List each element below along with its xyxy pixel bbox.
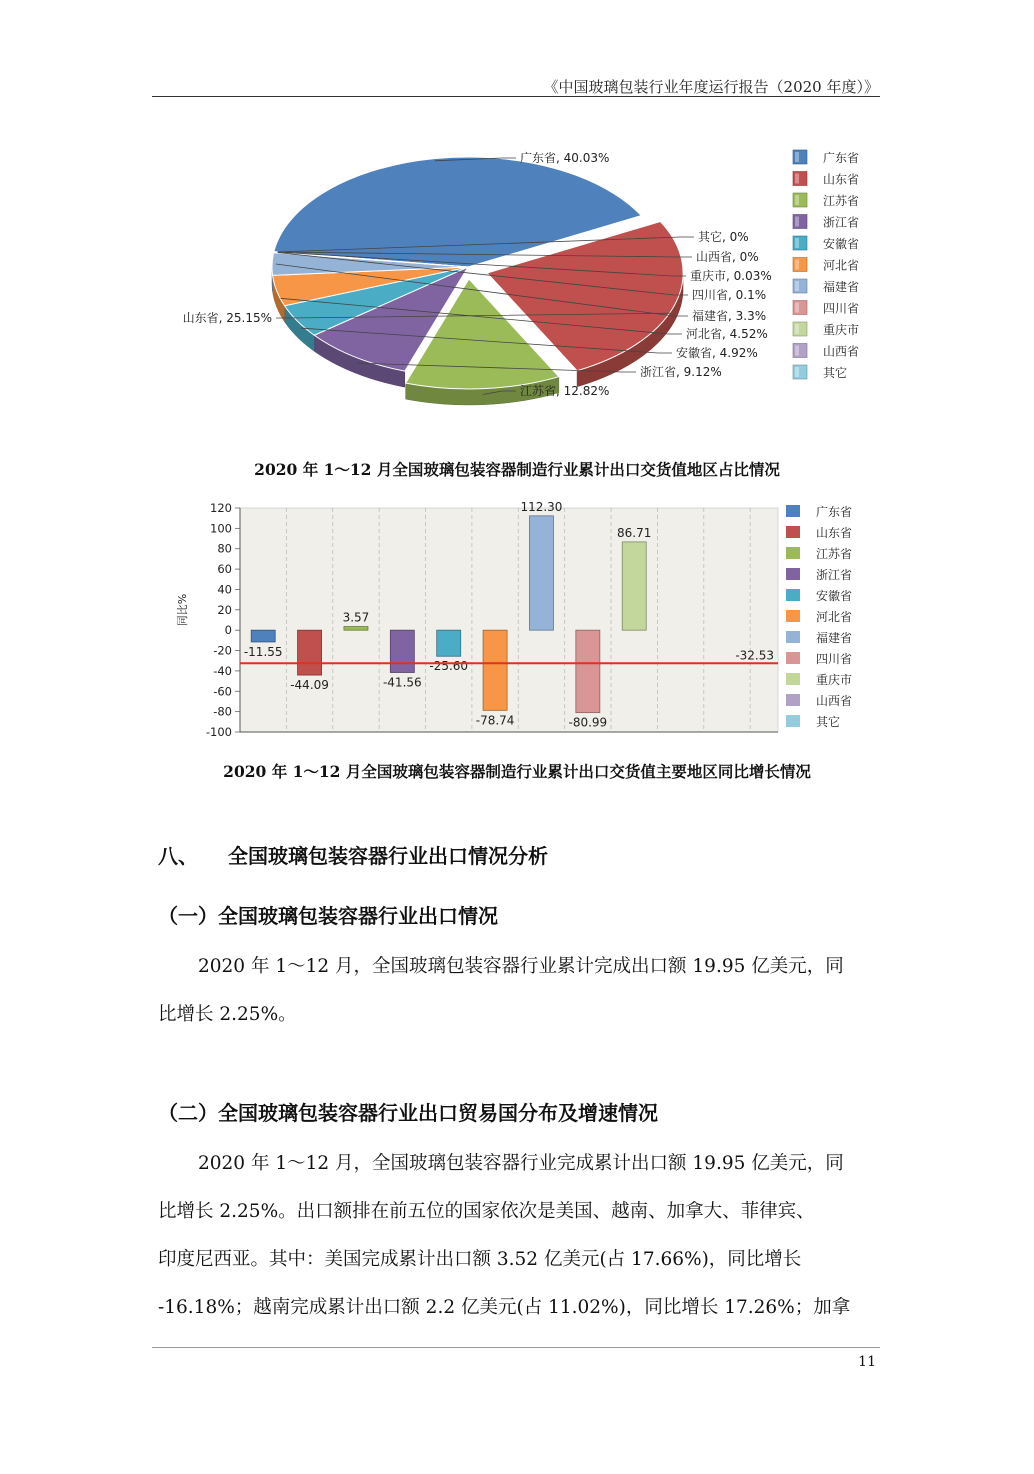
y-axis-label: 同比%: [176, 593, 189, 627]
bar-legend-label: 浙江省: [816, 568, 853, 582]
pie-legend-swatch-highlight: [795, 281, 799, 291]
pie-legend-label: 四川省: [823, 301, 860, 316]
header-rule: [152, 96, 880, 97]
pie-legend-label: 安徽省: [823, 237, 860, 251]
y-tick-label: -40: [213, 663, 232, 678]
bar-value-label: -41.56: [382, 675, 422, 690]
bar-legend-label: 重庆市: [816, 673, 853, 687]
bar-chart: [0, 490, 1034, 750]
bar: [483, 630, 507, 710]
bar-legend-label: 山东省: [816, 526, 853, 540]
bar-legend-label: 福建省: [816, 631, 853, 645]
pie-legend-label: 福建省: [823, 280, 860, 294]
pie-legend-label: 浙江省: [823, 215, 860, 230]
y-tick-label: 80: [217, 541, 232, 556]
average-line-label: -32.53: [735, 648, 774, 663]
y-tick-label: -100: [205, 725, 232, 739]
pie-legend-swatch-highlight: [795, 324, 799, 334]
bar-value-label: 112.30: [520, 499, 563, 514]
bar: [344, 627, 368, 631]
footer-rule: [152, 1347, 880, 1348]
bar-value-label: -78.74: [475, 713, 515, 728]
pie-legend-label: 广东省: [823, 151, 860, 165]
bar-legend-swatch: [786, 631, 800, 643]
bar-legend-swatch: [786, 610, 800, 622]
section-heading-8: 八、 全国玻璃包装容器行业出口情况分析: [158, 844, 548, 868]
pie-data-label: 其它, 0%: [698, 230, 749, 244]
bar-legend-label: 四川省: [816, 652, 853, 666]
bar-legend-swatch: [786, 547, 800, 559]
bar: [576, 630, 600, 712]
paragraph-line: 印度尼西亚。其中：美国完成累计出口额 3.52 亿美元(占 17.66%)，同比增长: [158, 1249, 802, 1270]
subsection-heading-2: （二）全国玻璃包装容器行业出口贸易国分布及增速情况: [158, 1101, 658, 1125]
pie-data-label: 江苏省, 12.82%: [520, 384, 610, 398]
pie-data-label: 河北省, 4.52%: [686, 327, 768, 341]
bar-legend-label: 河北省: [816, 610, 853, 624]
pie-legend-swatch-highlight: [795, 217, 799, 227]
paragraph-line: 比增长 2.25%。出口额排在前五位的国家依次是美国、越南、加拿大、菲律宾、: [158, 1201, 815, 1222]
bar-value-label: 3.57: [342, 610, 370, 625]
page-number: 11: [858, 1354, 876, 1370]
paragraph-1: [158, 943, 878, 1039]
pie-legend-swatch-highlight: [795, 152, 799, 162]
pie-legend-swatch-highlight: [795, 260, 799, 270]
pie-legend-swatch-highlight: [795, 303, 799, 313]
bar-legend-swatch: [786, 715, 800, 727]
bar-legend-swatch: [786, 652, 800, 664]
pie-legend-label: 河北省: [823, 258, 860, 273]
pie-legend-swatch-highlight: [795, 174, 799, 184]
y-tick-label: 0: [224, 623, 232, 638]
pie-legend-label: 江苏省: [823, 194, 860, 208]
bar-legend-swatch: [786, 526, 800, 538]
bar-value-label: -80.99: [568, 715, 608, 730]
pie-legend-label: 山西省: [823, 344, 860, 359]
bar-legend-swatch: [786, 568, 800, 580]
pie-data-label: 福建省, 3.3%: [692, 309, 767, 323]
bar-legend-label: 其它: [816, 715, 841, 729]
paragraph-line: 2020 年 1～12 月，全国玻璃包装容器行业完成累计出口额 19.95 亿美元，同: [198, 1153, 844, 1174]
bar: [298, 630, 322, 675]
paragraph-line: -16.18%；越南完成累计出口额 2.2 亿美元(占 11.02%)，同比增长 17.26%；加拿: [158, 1297, 851, 1318]
bar-legend-swatch: [786, 694, 800, 706]
pie-legend-swatch-highlight: [795, 195, 799, 205]
bar: [622, 542, 646, 630]
bar-plot-area: [240, 508, 778, 732]
bar-value-label: -11.55: [243, 644, 283, 659]
pie-legend-label: 重庆市: [823, 323, 860, 337]
pie-data-label: 浙江省, 9.12%: [640, 365, 722, 379]
pie-legend-swatch-highlight: [795, 238, 799, 248]
pie-data-label: 广东省, 40.03%: [520, 151, 610, 165]
pie-data-label: 安徽省, 4.92%: [676, 346, 758, 360]
paragraph-line: 2020 年 1～12 月，全国玻璃包装容器行业累计完成出口额 19.95 亿美元，同: [198, 956, 844, 977]
y-tick-label: 40: [217, 582, 232, 597]
bar-value-label: -44.09: [290, 678, 329, 693]
bar-value-label: -25.60: [429, 659, 469, 674]
pie-legend-swatch-highlight: [795, 346, 799, 356]
bar-legend-label: 山西省: [816, 694, 853, 708]
bar-legend-label: 广东省: [816, 505, 853, 519]
pie-legend-swatch-highlight: [795, 367, 799, 377]
y-tick-label: 120: [210, 501, 232, 515]
running-header: 《中国玻璃包装行业年度运行报告（2020 年度）》: [543, 78, 879, 96]
bar-chart-caption: 2020 年 1～12 月全国玻璃包装容器制造行业累计出口交货值主要地区同比增长情况: [223, 762, 811, 781]
y-tick-label: 60: [217, 562, 232, 577]
bar: [390, 630, 414, 672]
y-tick-label: 100: [210, 521, 232, 536]
pie-data-label: 重庆市, 0.03%: [690, 269, 772, 283]
pie-data-label: 山东省, 25.15%: [182, 311, 272, 325]
bar-value-label: 86.71: [617, 525, 652, 540]
bar: [251, 630, 275, 642]
bar: [437, 630, 461, 656]
y-tick-label: -60: [213, 684, 232, 699]
y-tick-label: 20: [217, 602, 232, 617]
y-tick-label: -80: [213, 704, 232, 719]
pie-data-label: 四川省, 0.1%: [692, 288, 767, 302]
bar-legend-label: 安徽省: [816, 589, 853, 603]
pie-chart-caption: 2020 年 1～12 月全国玻璃包装容器制造行业累计出口交货值地区占比情况: [254, 460, 780, 479]
y-tick-label: -20: [213, 643, 232, 658]
bar-legend-swatch: [786, 505, 800, 517]
pie-data-label: 山西省, 0%: [696, 250, 759, 264]
bar-legend-swatch: [786, 673, 800, 685]
paragraph-2: [158, 1140, 878, 1332]
pie-legend-label: 其它: [823, 366, 848, 380]
bar-legend-swatch: [786, 589, 800, 601]
bar: [529, 516, 553, 630]
paragraph-line: 比增长 2.25%。: [158, 1004, 297, 1025]
pie-legend-label: 山东省: [823, 172, 860, 187]
bar-legend-label: 江苏省: [816, 547, 853, 561]
subsection-heading-1: （一）全国玻璃包装容器行业出口情况: [158, 904, 498, 928]
